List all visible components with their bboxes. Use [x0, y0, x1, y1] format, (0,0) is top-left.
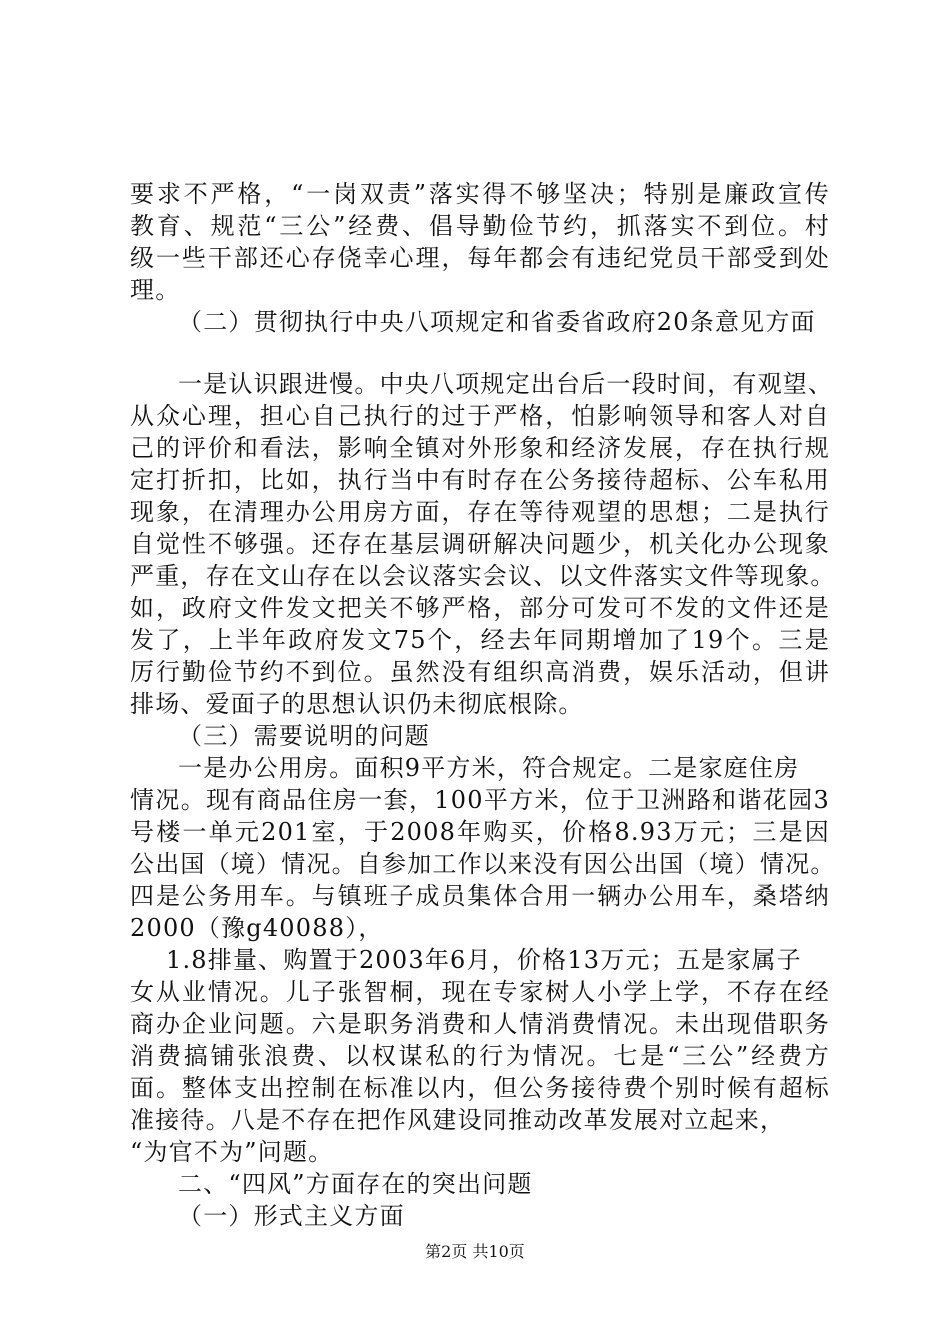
- body-text-line: 现象，在清理办公用房方面，存在等待观望的思想；二是执行: [130, 498, 830, 526]
- body-text-line: 1.8排量、购置于2003年6月，价格13万元；五是家属子: [166, 946, 802, 974]
- body-text-line: 商办企业问题。六是职务消费和人情消费情况。未出现借职务: [130, 1010, 830, 1038]
- body-text-line: 自觉性不够强。还存在基层调研解决问题少，机关化办公现象: [130, 530, 830, 558]
- body-text-line: 要求不严格，“一岗双责”落实得不够坚决；特别是廉政宣传: [130, 180, 830, 208]
- section-heading: （二）贯彻执行中央八项规定和省委省政府20条意见方面: [178, 308, 816, 336]
- body-text-line: 定打折扣，比如，执行当中有时存在公务接待超标、公车私用: [130, 466, 830, 494]
- body-text-line: 一是办公用房。面积9平方米，符合规定。二是家庭住房: [178, 754, 800, 782]
- body-text-line: “为官不为”问题。: [130, 1138, 334, 1166]
- section-heading: （三）需要说明的问题: [178, 722, 430, 750]
- body-text-line: 从众心理，担心自己执行的过于严格，怕影响领导和客人对自: [130, 402, 830, 430]
- body-text-line: 教育、规范“三公”经费、倡导勤俭节约，抓落实不到位。村: [130, 212, 830, 240]
- page-number-footer: 第2页 共10页: [425, 1242, 525, 1261]
- body-text-line: 情况。现有商品住房一套，100平方米，位于卫洲路和谐花园3: [130, 786, 830, 814]
- body-text-line: 2000（豫g40088），: [130, 914, 384, 942]
- body-text-line: 准接待。八是不存在把作风建设同推动改革发展对立起来，: [130, 1106, 786, 1134]
- body-text-line: 四是公务用车。与镇班子成员集体合用一辆办公用车，桑塔纳: [130, 882, 830, 910]
- body-text-line: 级一些干部还心存侥幸心理，每年都会有违纪党员干部受到处: [130, 244, 830, 272]
- body-text-line: 一是认识跟进慢。中央八项规定出台后一段时间，有观望、: [178, 370, 834, 398]
- body-text-line: 严重，存在文山存在以会议落实会议、以文件落实文件等现象。: [130, 562, 836, 590]
- body-text-line: 厉行勤俭节约不到位。虽然没有组织高消费，娱乐活动，但讲: [130, 658, 830, 686]
- body-text-line: 发了，上半年政府发文75个，经去年同期增加了19个。三是: [130, 626, 830, 654]
- body-text-line: 面。整体支出控制在标准以内，但公务接待费个别时候有超标: [130, 1074, 830, 1102]
- body-text-line: 理。: [130, 276, 181, 304]
- section-heading: （一）形式主义方面: [178, 1202, 405, 1230]
- body-text-line: 号楼一单元201室，于2008年购买，价格8.93万元；三是因: [130, 818, 830, 846]
- body-text-line: 女从业情况。儿子张智桐，现在专家树人小学上学，不存在经: [130, 978, 830, 1006]
- body-text-line: 如，政府文件发文把关不够严格，部分可发可不发的文件还是: [130, 594, 830, 622]
- body-text-line: 公出国（境）情况。自参加工作以来没有因公出国（境）情况。: [130, 850, 836, 878]
- section-heading: 二、“四风”方面存在的突出问题: [178, 1170, 533, 1198]
- body-text-line: 消费搞铺张浪费、以权谋私的行为情况。七是“三公”经费方: [130, 1042, 830, 1070]
- body-text-line: 排场、爱面子的思想认识仍未彻底根除。: [130, 690, 584, 718]
- body-text-line: 己的评价和看法，影响全镇对外形象和经济发展，存在执行规: [130, 434, 830, 462]
